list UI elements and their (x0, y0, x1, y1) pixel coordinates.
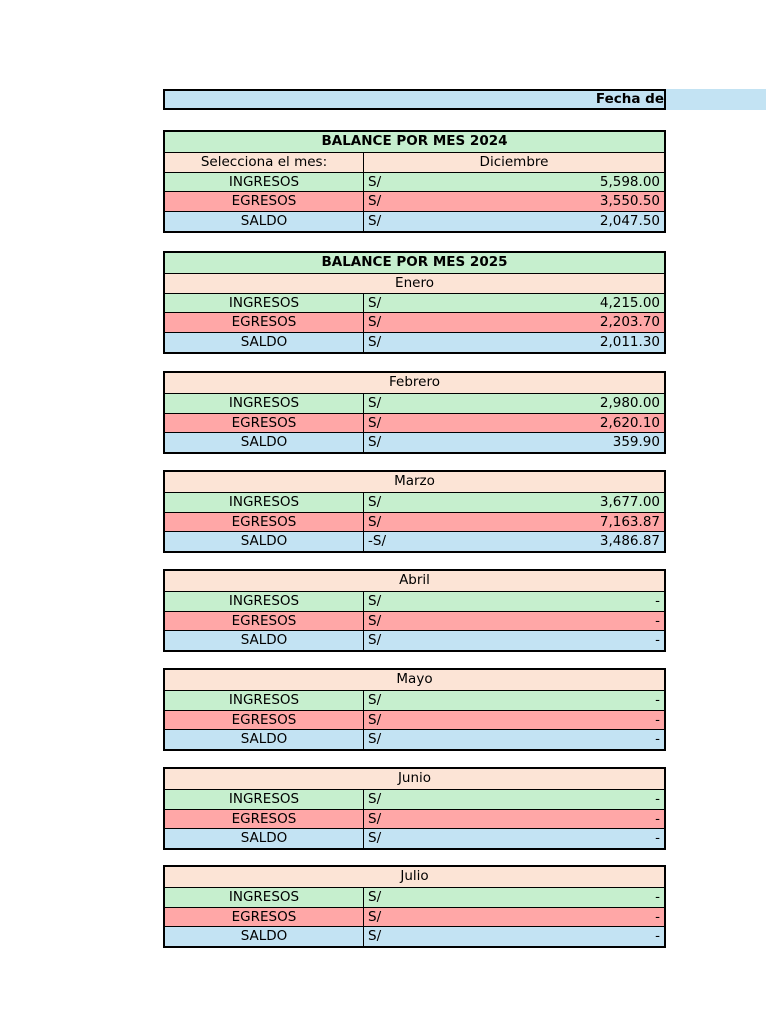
amount-cell[interactable] (364, 888, 664, 907)
balance-2025-mayo-table (163, 668, 666, 751)
balance-2025-enero-table (163, 251, 666, 354)
month-header (165, 769, 664, 789)
currency: S/ (368, 928, 382, 945)
month-header (165, 472, 664, 492)
amount-cell[interactable] (364, 927, 664, 946)
currency: S/ (368, 213, 382, 230)
amount: 5,598.00 (599, 173, 660, 190)
currency: S/ (368, 612, 382, 629)
amount-cell[interactable] (364, 908, 664, 927)
ingresos-row (165, 789, 664, 809)
amount-cell[interactable] (364, 394, 664, 413)
table-title (165, 253, 664, 273)
currency: -S/ (368, 533, 386, 550)
amount: - (655, 711, 660, 728)
saldo-row (165, 729, 664, 749)
egresos-row (165, 312, 664, 332)
ingresos-row (165, 887, 664, 907)
row-label: EGRESOS (165, 908, 364, 927)
month-name: Febrero (389, 374, 440, 390)
amount-cell[interactable] (364, 711, 664, 730)
amount-cell[interactable] (364, 592, 664, 611)
ingresos-row (165, 690, 664, 710)
ingresos-row (165, 591, 664, 611)
amount: - (655, 810, 660, 827)
egresos-row (165, 907, 664, 927)
amount: - (655, 612, 660, 629)
month-name: Mayo (396, 671, 433, 687)
currency: S/ (368, 888, 382, 905)
month-name: Julio (400, 868, 429, 884)
amount: - (655, 731, 660, 748)
currency: S/ (368, 334, 382, 351)
balance-2025-marzo-table (163, 470, 666, 553)
egresos-row (165, 710, 664, 730)
currency: S/ (368, 193, 382, 210)
ingresos-row (165, 172, 664, 192)
amount-cell[interactable] (364, 294, 664, 313)
select-label: Selecciona el mes: (165, 153, 364, 172)
amount-cell[interactable] (364, 631, 664, 650)
row-label: SALDO (165, 212, 364, 231)
saldo-row (165, 211, 664, 231)
row-label: INGRESOS (165, 493, 364, 512)
fecha-value-cell[interactable] (666, 89, 766, 110)
amount: 4,215.00 (599, 294, 660, 311)
amount: - (655, 691, 660, 708)
balance-2025-junio-table (163, 767, 666, 850)
egresos-row (165, 512, 664, 532)
amount-cell[interactable] (364, 414, 664, 433)
amount-cell[interactable] (364, 790, 664, 809)
month-select-cell[interactable]: Diciembre (479, 153, 549, 170)
row-label: EGRESOS (165, 612, 364, 631)
amount: - (655, 928, 660, 945)
row-label: INGRESOS (165, 691, 364, 710)
row-label: EGRESOS (165, 192, 364, 211)
row-label: INGRESOS (165, 173, 364, 192)
month-name: Junio (397, 770, 432, 786)
currency: S/ (368, 711, 382, 728)
amount: 2,203.70 (599, 314, 660, 331)
month-name: Marzo (394, 473, 435, 489)
currency: S/ (368, 173, 382, 190)
currency: S/ (368, 790, 382, 807)
amount: 2,011.30 (599, 334, 660, 351)
amount: 7,163.87 (599, 513, 660, 530)
row-label: INGRESOS (165, 790, 364, 809)
row-label: INGRESOS (165, 592, 364, 611)
amount: - (655, 830, 660, 847)
row-label: EGRESOS (165, 414, 364, 433)
balance-2025-abril-table (163, 569, 666, 652)
balance-2025-febrero-table (163, 371, 666, 454)
currency: S/ (368, 632, 382, 649)
amount-cell[interactable] (364, 493, 664, 512)
row-label: EGRESOS (165, 810, 364, 829)
currency: S/ (368, 691, 382, 708)
month-header (165, 571, 664, 591)
month-name: Abril (399, 572, 430, 588)
month-header (165, 670, 664, 690)
amount-cell[interactable] (364, 810, 664, 829)
saldo-row (165, 432, 664, 452)
saldo-row (165, 531, 664, 551)
ingresos-row (165, 293, 664, 313)
row-label: INGRESOS (165, 888, 364, 907)
amount-cell[interactable] (364, 829, 664, 848)
amount: - (655, 632, 660, 649)
currency: S/ (368, 731, 382, 748)
amount-cell[interactable] (364, 691, 664, 710)
row-label: EGRESOS (165, 711, 364, 730)
egresos-row (165, 809, 664, 829)
amount-cell[interactable] (364, 212, 664, 231)
amount-cell[interactable] (364, 192, 664, 211)
currency: S/ (368, 592, 382, 609)
ingresos-row (165, 393, 664, 413)
amount-cell[interactable] (364, 612, 664, 631)
amount: 2,980.00 (599, 394, 660, 411)
row-label: INGRESOS (165, 294, 364, 313)
month-header (165, 373, 664, 393)
amount: - (655, 908, 660, 925)
amount-cell[interactable] (364, 173, 664, 192)
amount-cell[interactable] (364, 333, 664, 352)
currency: S/ (368, 810, 382, 827)
row-label: SALDO (165, 829, 364, 848)
amount-cell[interactable] (364, 532, 664, 551)
row-label: SALDO (165, 927, 364, 946)
balance-2024-table (163, 130, 666, 233)
row-label: SALDO (165, 631, 364, 650)
month-name: Enero (395, 274, 434, 291)
balance-2025-julio-table (163, 865, 666, 948)
ingresos-row (165, 492, 664, 512)
row-label: SALDO (165, 532, 364, 551)
row-label: SALDO (165, 333, 364, 352)
amount-cell[interactable] (364, 730, 664, 749)
fecha-cell[interactable] (163, 89, 666, 110)
amount: 3,486.87 (599, 533, 660, 550)
amount: - (655, 888, 660, 905)
amount: 3,550.50 (599, 193, 660, 210)
currency: S/ (368, 493, 382, 510)
month-header (165, 273, 664, 293)
row-label: SALDO (165, 730, 364, 749)
amount-cell[interactable] (364, 313, 664, 332)
row-label: SALDO (165, 433, 364, 452)
row-label: INGRESOS (165, 394, 364, 413)
amount: 359.90 (612, 434, 660, 451)
saldo-row (165, 926, 664, 946)
fecha-label: Fecha de (595, 91, 664, 107)
egresos-row (165, 191, 664, 211)
row-label: EGRESOS (165, 513, 364, 532)
amount-cell[interactable] (364, 513, 664, 532)
currency: S/ (368, 394, 382, 411)
currency: S/ (368, 908, 382, 925)
title-text: BALANCE POR MES 2024 (321, 133, 508, 149)
month-selector-row (165, 152, 664, 172)
egresos-row (165, 413, 664, 433)
fecha-header (163, 89, 766, 110)
currency: S/ (368, 314, 382, 331)
month-header (165, 867, 664, 887)
title-text: BALANCE POR MES 2025 (321, 254, 508, 270)
row-label: EGRESOS (165, 313, 364, 332)
amount-cell[interactable] (364, 433, 664, 452)
amount: - (655, 790, 660, 807)
currency: S/ (368, 294, 382, 311)
table-title (165, 132, 664, 152)
currency: S/ (368, 414, 382, 431)
currency: S/ (368, 513, 382, 530)
amount: - (655, 592, 660, 609)
amount: 3,677.00 (599, 493, 660, 510)
amount: 2,620.10 (599, 414, 660, 431)
amount: 2,047.50 (599, 213, 660, 230)
saldo-row (165, 332, 664, 352)
saldo-row (165, 630, 664, 650)
saldo-row (165, 828, 664, 848)
currency: S/ (368, 830, 382, 847)
egresos-row (165, 611, 664, 631)
currency: S/ (368, 434, 382, 451)
